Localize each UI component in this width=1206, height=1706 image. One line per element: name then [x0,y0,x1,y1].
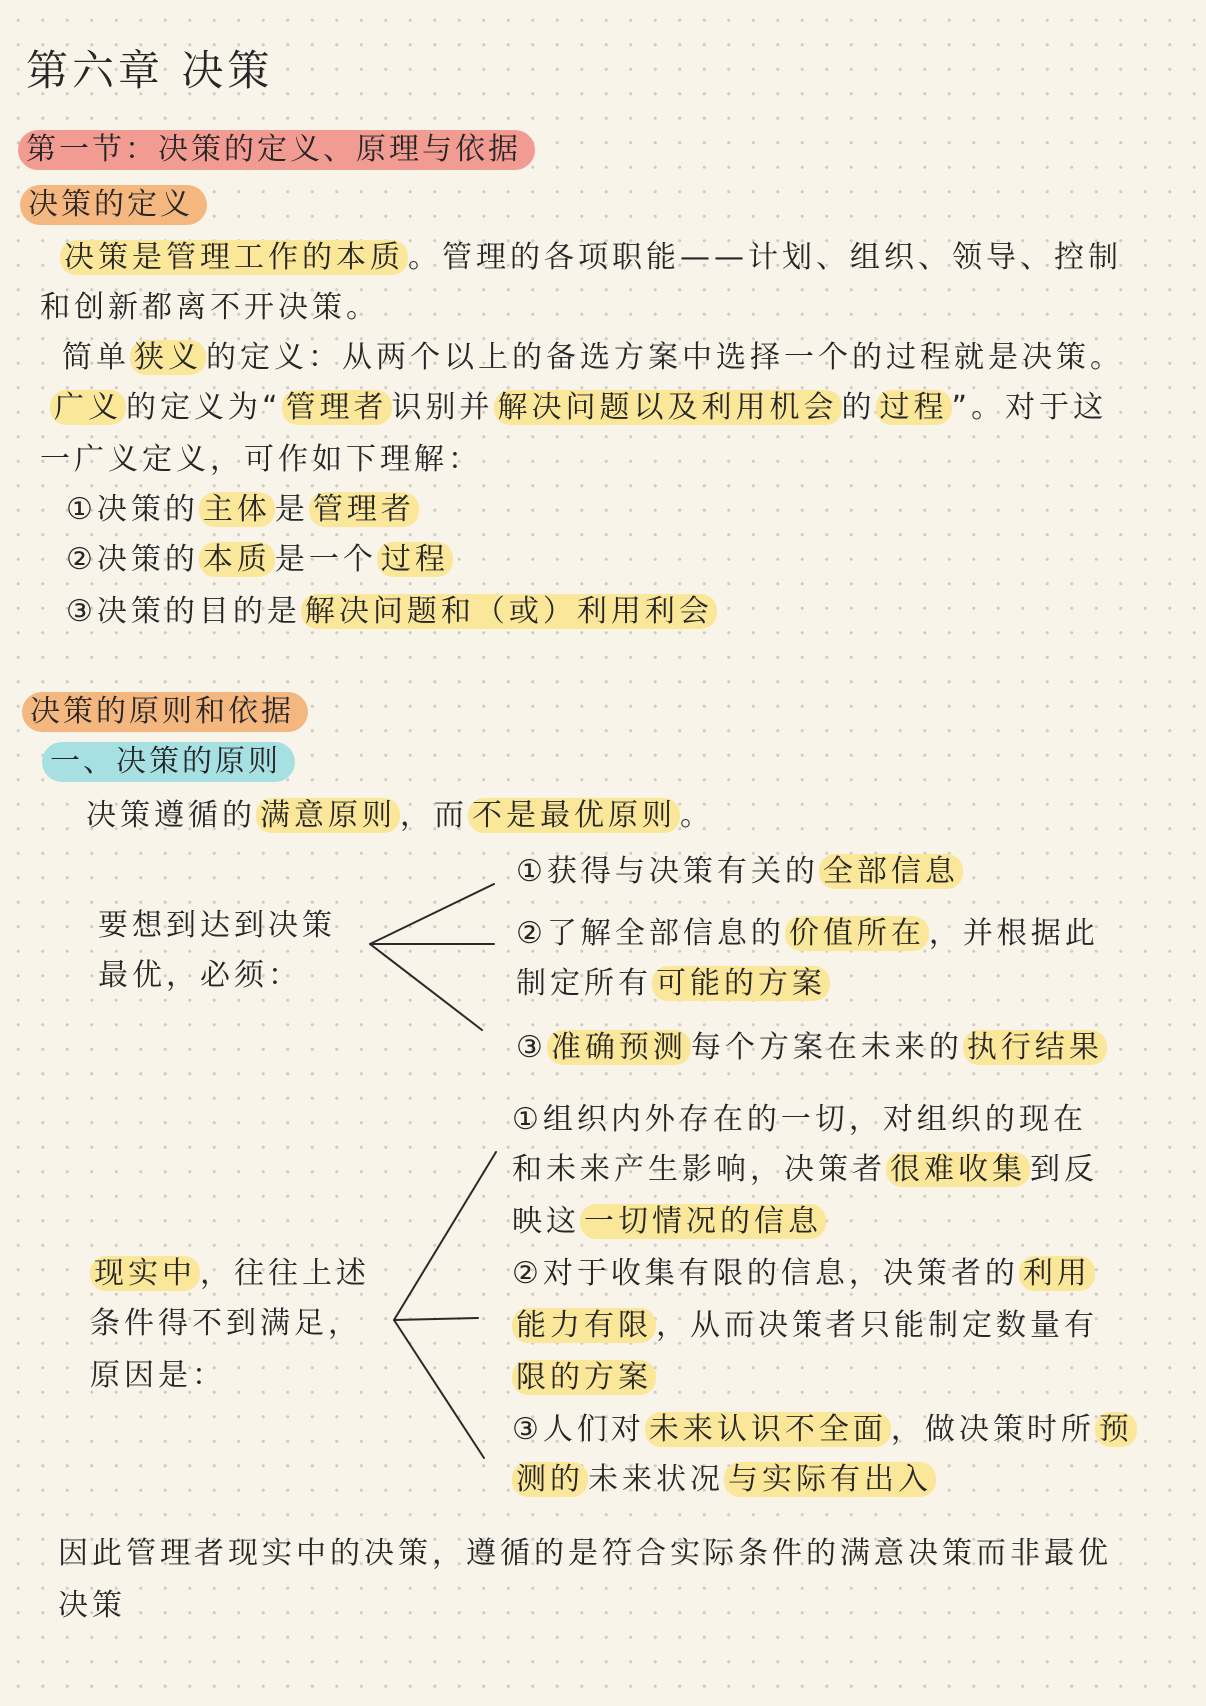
branch1-item [516,914,1099,954]
highlight: 广义 [50,390,126,425]
highlight: 解决问题以及利用机会 [494,390,842,425]
branch1-item [516,852,963,892]
highlight: 全部信息 [819,854,963,889]
text: 简单 [62,340,130,375]
highlight: 满意原则 [256,798,400,833]
highlight: 测的 [512,1462,588,1497]
branch1-item [516,1028,1107,1068]
text: 未来状况 [588,1462,724,1497]
narrow-definition [62,338,1124,378]
conclusion-line1: 因此管理者现实中的决策，遵循的是符合实际条件的满意决策而非最优 [58,1536,1112,1571]
highlight: 过程 [876,390,952,425]
text: 识别并 [391,390,494,425]
highlight: 与实际有出入 [724,1462,936,1497]
highlight: 现实中 [90,1256,200,1291]
highlight: 预 [1095,1412,1137,1447]
text: 决策遵循的 [86,798,256,833]
text: 的 [841,390,876,425]
text: 和未来产生影响，决策者 [512,1152,886,1187]
text: ③人们对 [512,1412,645,1447]
text: 是一个 [274,542,377,577]
text: ②了解全部信息的 [516,916,785,951]
highlight: 决策是管理工作的本质 [60,240,408,275]
text: 的定义：从两个以上的备选方案中选择一个的过程就是决策。 [206,340,1124,375]
highlight: 管理者 [282,390,392,425]
broad-definition-line1 [50,388,1107,428]
highlight: 管理者 [309,492,419,527]
text: 的定义为“ [126,390,282,425]
definition-paragraph-line1 [60,238,1122,278]
branch1-item-cont [516,964,830,1004]
highlight: 很难收集 [886,1152,1030,1187]
highlight: 价值所在 [785,916,929,951]
text: ②决策的 [66,542,199,577]
section-heading: 第一节：决策的定义、原理与依据 [18,130,535,170]
highlight: 不是最优原则 [468,798,680,833]
highlight: 利用 [1019,1256,1095,1291]
branch1-left-line1: 要想到达到决策 [98,908,336,943]
principle-statement [86,796,714,836]
text: 每个方案在未来的 [690,1030,963,1065]
definition-paragraph-line2: 和创新都离不开决策。 [40,290,380,325]
highlight: 执行结果 [963,1030,1107,1065]
text: ③决策的目的是 [66,594,301,629]
text: ，并根据此 [928,916,1099,951]
highlight: 可能的方案 [652,966,830,1001]
subsection-heading-definition: 决策的定义 [20,185,207,225]
branch2-left-line2: 条件得不到满足， [90,1306,362,1341]
list-item [66,540,453,580]
broad-definition-line2: 一广义定义，可作如下理解： [40,442,482,477]
branch-line [394,1152,496,1320]
highlight: 未来认识不全面 [645,1412,891,1447]
branch-line [370,884,494,944]
branch2-item [512,1410,1137,1450]
highlight: 能力有限 [512,1308,656,1343]
branch2-item-cont [512,1202,826,1242]
branch2-item-cont [512,1306,1098,1346]
branch-line [394,1320,484,1458]
highlight: 主体 [199,492,275,527]
branch2-item [512,1254,1095,1294]
highlight: 准确预测 [547,1030,691,1065]
branch2-left-line3: 原因是： [90,1358,226,1393]
branch2-item: ①组织内外存在的一切，对组织的现在 [512,1102,1087,1137]
highlight: 狭义 [130,340,206,375]
highlight: 限的方案 [512,1360,656,1395]
subsection-heading-principles: 决策的原则和依据 [22,692,308,732]
highlight: 过程 [377,542,453,577]
list-item [66,490,419,530]
text: ，做决策时所 [890,1412,1095,1447]
branch2-item-cont [512,1150,1098,1190]
branch2-item-cont [512,1460,936,1500]
text: 。管理的各项职能——计划、组织、领导、控制 [408,240,1122,275]
branch2-left-line1 [90,1254,370,1294]
text: ，往往上述 [200,1256,370,1291]
text: 。 [680,798,714,833]
text: 制定所有 [516,966,652,1001]
subsection-heading-principle-one: 一、决策的原则 [42,742,295,782]
text: ①决策的 [66,492,199,527]
text: ，而 [400,798,468,833]
highlight: 一切情况的信息 [580,1204,826,1239]
branch-line [394,1318,478,1320]
text: 到反 [1030,1152,1098,1187]
branch-line [370,944,482,1030]
text: ①获得与决策有关的 [516,854,819,889]
list-item [66,592,717,632]
highlight: 本质 [199,542,275,577]
text: ”。对于这 [951,390,1108,425]
text: ②对于收集有限的信息，决策者的 [512,1256,1019,1291]
text: ，从而决策者只能制定数量有 [656,1308,1098,1343]
branch2-item-cont [512,1358,656,1398]
text: 是 [274,492,309,527]
conclusion-line2: 决策 [58,1588,126,1623]
highlight: 解决问题和（或）利用利会 [301,594,717,629]
text: 映这 [512,1204,580,1239]
text: ③ [516,1030,547,1065]
page-title: 第六章 决策 [26,46,274,95]
branch1-left-line2: 最优，必须： [98,958,302,993]
